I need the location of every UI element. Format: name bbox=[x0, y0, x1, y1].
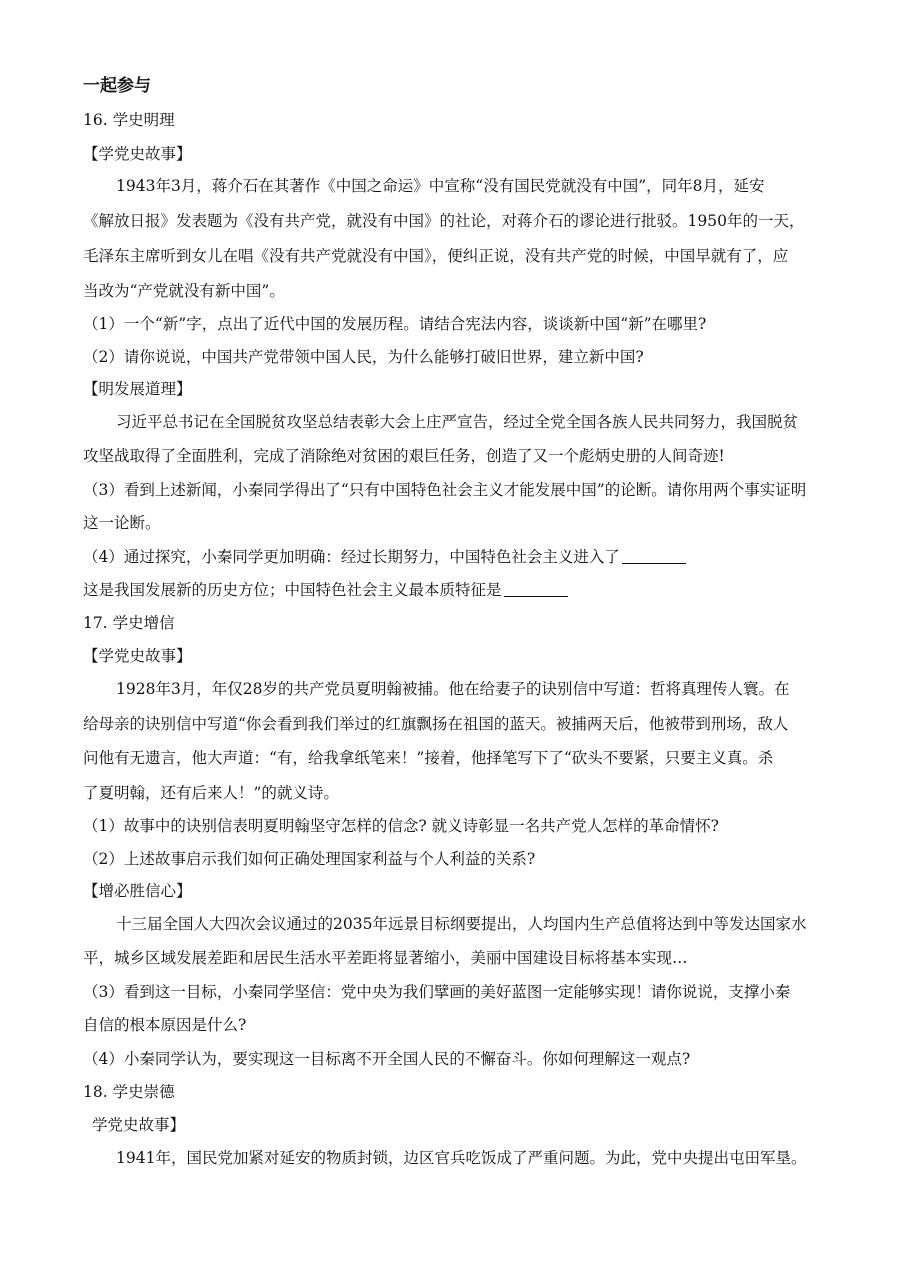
q17-story-line: 1928年3月，年仅28岁的共产党员夏明翰被捕。他在给妻子的诀别信中写道：哲将真理传人寰。在 bbox=[116, 680, 790, 698]
q16-question-4: （4）通过探究，小秦同学更加明确：经过长期努力，中国特色社会主义进入了 bbox=[83, 547, 686, 567]
q18-title: 18. 学史崇德 bbox=[83, 1083, 175, 1101]
q16-title: 16. 学史明理 bbox=[83, 111, 175, 129]
q16-reason-line: 习近平总书记在全国脱贫攻坚总结表彰大会上庄严宣告，经过全党全国各族人民共同努力，我国脱贫 bbox=[116, 413, 799, 431]
q16-question-2: （2）请你说说，中国共产党带领中国人民，为什么能够打破旧世界，建立新中国? bbox=[83, 348, 644, 366]
section-title: 一起参与 bbox=[83, 76, 151, 96]
q17-confidence-header: 【增必胜信心】 bbox=[83, 882, 192, 900]
q16-story-header: 【学党史故事】 bbox=[83, 145, 192, 163]
answer-blank bbox=[622, 549, 686, 564]
q17-story-line: 了夏明翰，还有后来人！”的就义诗。 bbox=[83, 784, 339, 802]
q17-question-1: （1）故事中的诀别信表明夏明翰坚守怎样的信念? 就义诗彰显一名共产党人怎样的革命情怀? bbox=[83, 817, 719, 835]
q16-reason-header: 【明发展道理】 bbox=[83, 380, 192, 398]
q17-question-4: （4）小秦同学认为，要实现这一目标离不开全国人民的不懈奋斗。你如何理解这一观点? bbox=[83, 1050, 691, 1068]
q17-story-line: 给母亲的诀别信中写道“你会看到我们举过的红旗飘扬在祖国的蓝天。被捕两天后，他被带到刑场，敌人 bbox=[83, 715, 789, 733]
q17-question-3: （3）看到这一目标，小秦同学坚信：党中央为我们擘画的美好蓝图一定能够实现！请你说说，支撑小秦 bbox=[83, 983, 791, 1001]
q17-story-line: 问他有无遗言，他大声道：“有，给我拿纸笔来！”接着，他择笔写下了“砍头不要紧，只要主义真。杀 bbox=[83, 749, 774, 767]
q17-question-2: （2）上述故事启示我们如何正确处理国家利益与个人利益的关系? bbox=[83, 850, 536, 868]
q16-story-line: 《解放日报》发表题为《没有共产党，就没有中国》的社论，对蒋介石的谬论进行批驳。1950年的一天， bbox=[83, 212, 805, 230]
q16-story-line: 1943年3月，蒋介石在其著作《中国之命运》中宣称“没有国民党就没有中国”，同年8月，延安 bbox=[116, 177, 765, 195]
q16-question-4-cont: 这是我国发展新的历史方位；中国特色社会主义最本质特征是 bbox=[83, 580, 568, 600]
answer-blank bbox=[504, 582, 568, 597]
q16-question-3: （3）看到上述新闻，小秦同学得出了“只有中国特色社会主义才能发展中国”的论断。请你用两个事实证明 bbox=[83, 481, 807, 499]
q16-story-line: 当改为“产党就没有新中国”。 bbox=[83, 282, 285, 300]
q16-question-1: （1）一个“新”字，点出了近代中国的发展历程。请结合宪法内容，谈谈新中国“新”在哪里? bbox=[83, 315, 707, 333]
q17-question-3-cont: 自信的根本原因是什么? bbox=[83, 1016, 247, 1034]
q17-confidence-line: 平，城乡区域发展差距和居民生活水平差距将显著缩小，美丽中国建设目标将基本实现… bbox=[83, 949, 688, 967]
q18-story-line: 1941年，国民党加紧对延安的物质封锁，边区官兵吃饭成了严重问题。为此，党中央提出屯田军垦。 bbox=[116, 1149, 807, 1167]
q16-reason-line: 攻坚战取得了全面胜利，完成了消除绝对贫困的艰巨任务，创造了又一个彪炳史册的人间奇迹! bbox=[83, 447, 725, 465]
q17-confidence-line: 十三届全国人大四次会议通过的2035年远景目标纲要提出，人均国内生产总值将达到中等发达国家水 bbox=[116, 915, 807, 933]
q16-question-3-cont: 这一论断。 bbox=[83, 514, 161, 532]
q17-title: 17. 学史增信 bbox=[83, 614, 175, 632]
q16-story-line: 毛泽东主席听到女儿在唱《没有共产党就没有中国》，便纠正说，没有共产党的时候，中国早就有了，应 bbox=[83, 247, 789, 265]
q17-story-header: 【学党史故事】 bbox=[83, 647, 192, 665]
q18-story-header: 学党史故事】 bbox=[92, 1116, 186, 1134]
